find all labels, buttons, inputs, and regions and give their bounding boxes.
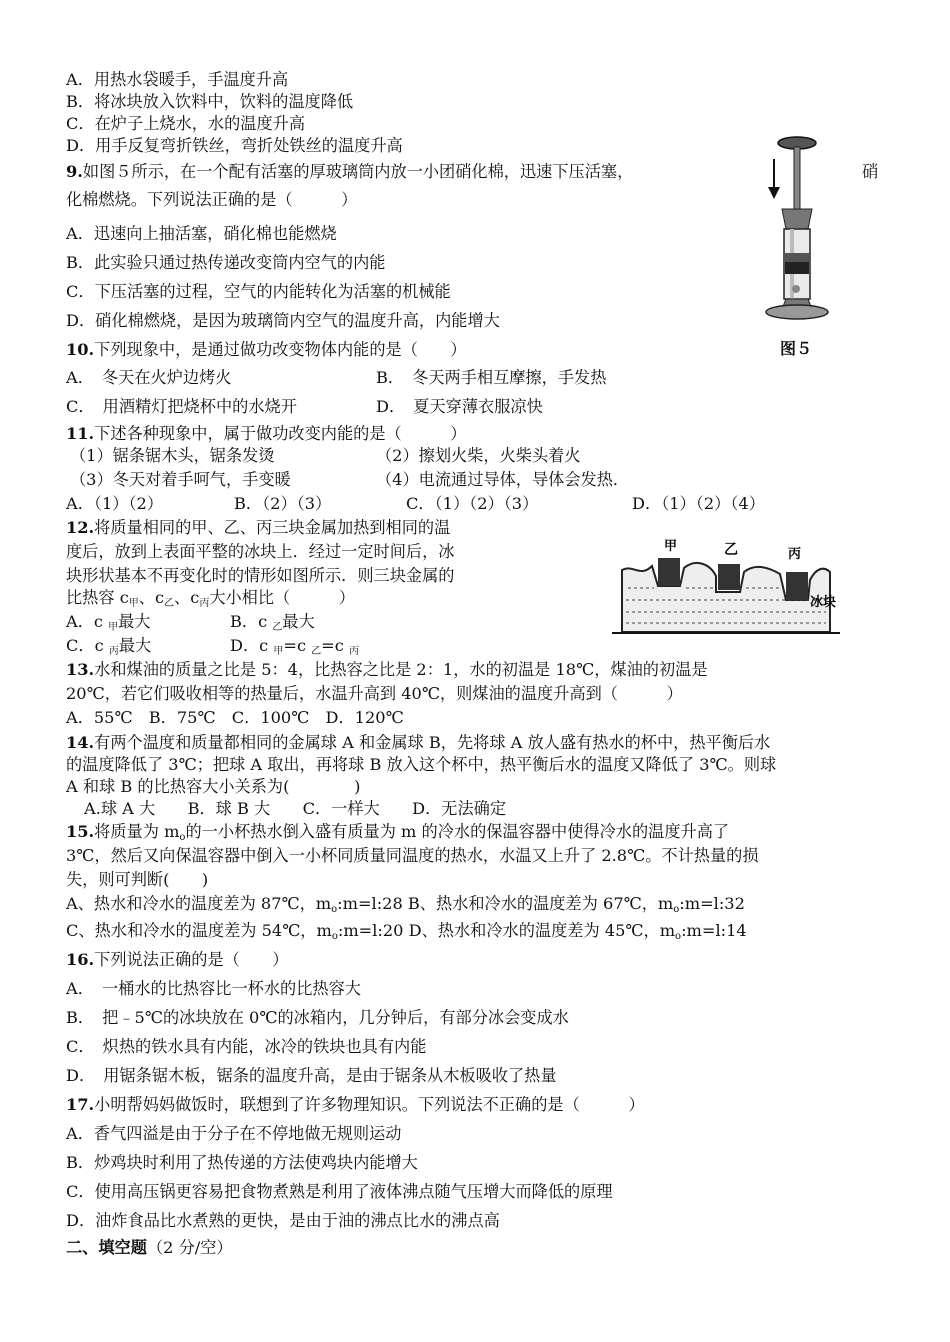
section-2-title: 二、填空题 [66,1238,147,1257]
q12-stem-line2: 度后，放到上表面平整的冰块上．经过一定时间后，冰 [66,542,455,561]
q16-option-b: B． 把﹣5℃的冰块放在 0℃的冰箱内，几分钟后，有部分冰会变成水 [66,1008,569,1027]
q12-d-text3: =c [321,636,349,655]
fig-label-jia: 甲 [664,539,678,554]
q11-option-c: C．（1）（2）（3） [406,494,539,513]
q10-option-c: C． 用酒精灯把烧杯中的水烧开 [66,397,297,416]
q14-stem-text1: 有两个温度和质量都相同的金属球 A 和金属球 B，先将球 A 放人盛有热水的杯中，热平衡后水 [94,733,771,752]
q8-option-d: D．用手反复弯折铁丝，弯折处铁丝的温度升高 [66,136,403,155]
q12-stem4-part2: 、c [138,588,165,607]
figure-5-piston-tube [752,133,842,363]
sub-bing: 丙 [199,598,210,609]
q12-d-text2: =c [283,636,312,655]
sub-o: o [331,904,338,915]
q12-stem-text1: 将质量相同的甲、乙、丙三块金属加热到相同的温 [94,518,451,537]
q13-stem-text1: 水和煤油的质量之比是 5：4，比热容之比是 2：1，水的初温是 18℃，煤油的初温是 [94,660,708,679]
q10-stem-text: 下列现象中，是通过做功改变物体内能的是（ ） [94,340,467,359]
fig-label-bing: 丙 [788,547,802,562]
q12-stem-line4 [66,588,355,614]
q12-stem4-part4: 大小相比（ ） [209,588,355,607]
q9-stem-line2: 化棉燃烧。下列说法正确的是（ ） [66,190,358,209]
q12-c-text2: 最大 [118,636,152,655]
q9-stem-line1 [66,162,633,182]
q15-stem1b: 的一小杯热水倒入盛有质量为 m 的冷水的保温容器中使得冷水的温度升高了 [185,822,730,841]
q12-option-c [66,636,151,662]
section-2-heading [66,1238,233,1258]
q14-stem-line2: 的温度降低了 3℃；把球 A 取出，再将球 B 放入这个杯中，热平衡后水的温度又降低了 3℃。则球 [66,755,777,774]
q9-stem-line1-end: 硝 [862,162,879,181]
q10-number: 10. [66,340,95,359]
q12-a-text: A．c [66,612,109,631]
q12-stem4-part1: 比热容 c [66,588,129,607]
q10-option-d: D． 夏天穿薄衣服凉快 [376,397,543,416]
q12-b-text2: 最大 [282,612,315,631]
q15-cd3: :m=l:14 [681,921,747,940]
q9-option-d: D．硝化棉燃烧，是因为玻璃筒内空气的温度升高，内能增大 [66,311,500,330]
q12-stem-line1 [66,518,450,538]
q12-option-b [230,612,315,638]
q12-stem4-part3: 、c [174,588,200,607]
fig-label-ice: 冰块 [810,595,837,610]
sub-o: o [675,931,682,942]
sub-o: o [331,931,338,942]
q11-number: 11. [66,424,95,443]
q12-option-d [230,636,359,662]
sub-yi: 乙 [272,622,283,633]
q16-stem [66,950,288,970]
q15-cd1: C、热水和冷水的温度差为 54℃，m [66,921,332,940]
q15-cd2: :m=l:20 D、热水和冷水的温度差为 45℃，m [337,921,676,940]
q13-options: A．55℃ B．75℃ C．100℃ D．120℃ [66,708,404,727]
q12-b-text: B．c [230,612,273,631]
q15-ab1: A、热水和冷水的温度差为 87℃，m [66,894,332,913]
q14-stem-line3: A 和球 B 的比热容大小关系为( ) [66,777,361,796]
q16-option-c: C． 炽热的铁水具有内能，冰冷的铁块也具有内能 [66,1037,427,1056]
q8-option-c: C．在炉子上烧水，水的温度升高 [66,114,306,133]
q12-d-text: D．c [230,636,274,655]
q11-item-3: （3）冬天对着手呵气，手变暖 [70,470,291,489]
q11-stem-text: 下述各种现象中，属于做功改变内能的是（ ） [94,424,467,443]
q14-number: 14. [66,733,95,752]
q9-number: 9. [66,162,83,181]
q8-option-b: B．将冰块放入饮料中，饮料的温度降低 [66,92,354,111]
q12-stem-line3: 块形状基本不再变化时的情形如图所示．则三块金属的 [66,566,455,585]
q11-option-b: B．（2）（3） [234,494,332,513]
q9-option-a: A．迅速向上抽活塞，硝化棉也能燃烧 [66,224,337,243]
figure-5-label: 图５ [780,339,813,358]
q17-option-a: A．香气四溢是由于分子在不停地做无规则运动 [66,1124,402,1143]
q9-option-c: C．下压活塞的过程，空气的内能转化为活塞的机械能 [66,282,451,301]
q11-item-1: （1）锯条锯木头，锯条发烫 [70,446,275,465]
q13-number: 13. [66,660,95,679]
q15-stem-line2: 3℃，然后又向保温容器中倒入一小杯同质量同温度的热水，水温又上升了 2.8℃。不计热量的损 [66,846,759,865]
sub-yi: 乙 [311,646,322,657]
q16-option-a: A． 一桶水的比热容比一杯水的比热容大 [66,979,361,998]
sub-jia: 甲 [128,598,139,609]
q11-item-2: （2）擦划火柴，火柴头着火 [376,446,581,465]
fig-label-yi: 乙 [724,542,738,558]
q17-option-d: D．油炸食品比水煮熟的更快，是由于油的沸点比水的沸点高 [66,1211,500,1230]
sub-bing: 丙 [348,646,359,657]
q12-number: 12. [66,518,95,537]
sub-bing: 丙 [108,646,119,657]
q10-stem [66,340,466,360]
q10-option-b: B． 冬天两手相互摩擦，手发热 [376,368,607,387]
q11-item-4: （4）电流通过导体，导体会发热． [376,470,630,489]
q8-option-a: A．用热水袋暖手，手温度升高 [66,70,289,89]
q15-ab2: :m=l:28 B、热水和冷水的温度差为 67℃，m [337,894,674,913]
q17-option-b: B．炒鸡块时利用了热传递的方法使鸡块内能增大 [66,1153,418,1172]
sub-yi: 乙 [164,598,175,609]
q12-c-text: C．c [66,636,109,655]
sub-o: o [179,832,186,843]
q15-options-ab [66,894,745,920]
q14-options: A.球 A 大 B．球 B 大 C．一样大 D．无法确定 [84,799,507,818]
q12-a-text2: 最大 [118,612,151,631]
q15-stem-line1 [66,822,729,848]
q14-stem-line1 [66,733,770,753]
q9-option-b: B．此实验只通过热传递改变筒内空气的内能 [66,253,386,272]
sub-jia: 甲 [273,646,284,657]
q17-number: 17. [66,1095,95,1114]
q11-option-d: D．（1）（2）（4） [632,494,765,513]
q16-stem-text: 下列说法正确的是（ ） [94,950,289,969]
q9-stem-text1: 如图５所示，在一个配有活塞的厚玻璃筒内放一小团硝化棉，迅速下压活塞， [82,162,634,181]
q11-option-a: A．（1）（2） [66,494,164,513]
q10-option-a: A． 冬天在火炉边烤火 [66,368,232,387]
sub-o: o [673,904,680,915]
q15-options-cd [66,921,747,947]
q13-stem-line1 [66,660,708,680]
q12-option-a [66,612,150,638]
q15-stem-line3: 失，则可判断( ) [66,870,209,889]
figure-ice-blocks [604,530,844,645]
q17-option-c: C．使用高压锅更容易把食物煮熟是利用了液体沸点随气压增大而降低的原理 [66,1182,613,1201]
sub-jia: 甲 [108,622,119,633]
q17-stem-text: 小明帮妈妈做饭时，联想到了许多物理知识。下列说法不正确的是（ ） [94,1095,645,1114]
q16-number: 16. [66,950,95,969]
q13-stem-line2: 20℃，若它们吸收相等的热量后，水温升高到 40℃，则煤油的温度升高到（ ） [66,684,683,703]
q17-stem [66,1095,645,1115]
q11-stem [66,424,466,444]
q15-number: 15. [66,822,95,841]
q16-option-d: D． 用锯条锯木板，锯条的温度升高，是由于锯条从木板吸收了热量 [66,1066,557,1085]
q15-stem1: 将质量为 m [94,822,180,841]
q15-ab3: :m=l:32 [679,894,745,913]
section-2-note: （2 分/空） [146,1238,233,1257]
